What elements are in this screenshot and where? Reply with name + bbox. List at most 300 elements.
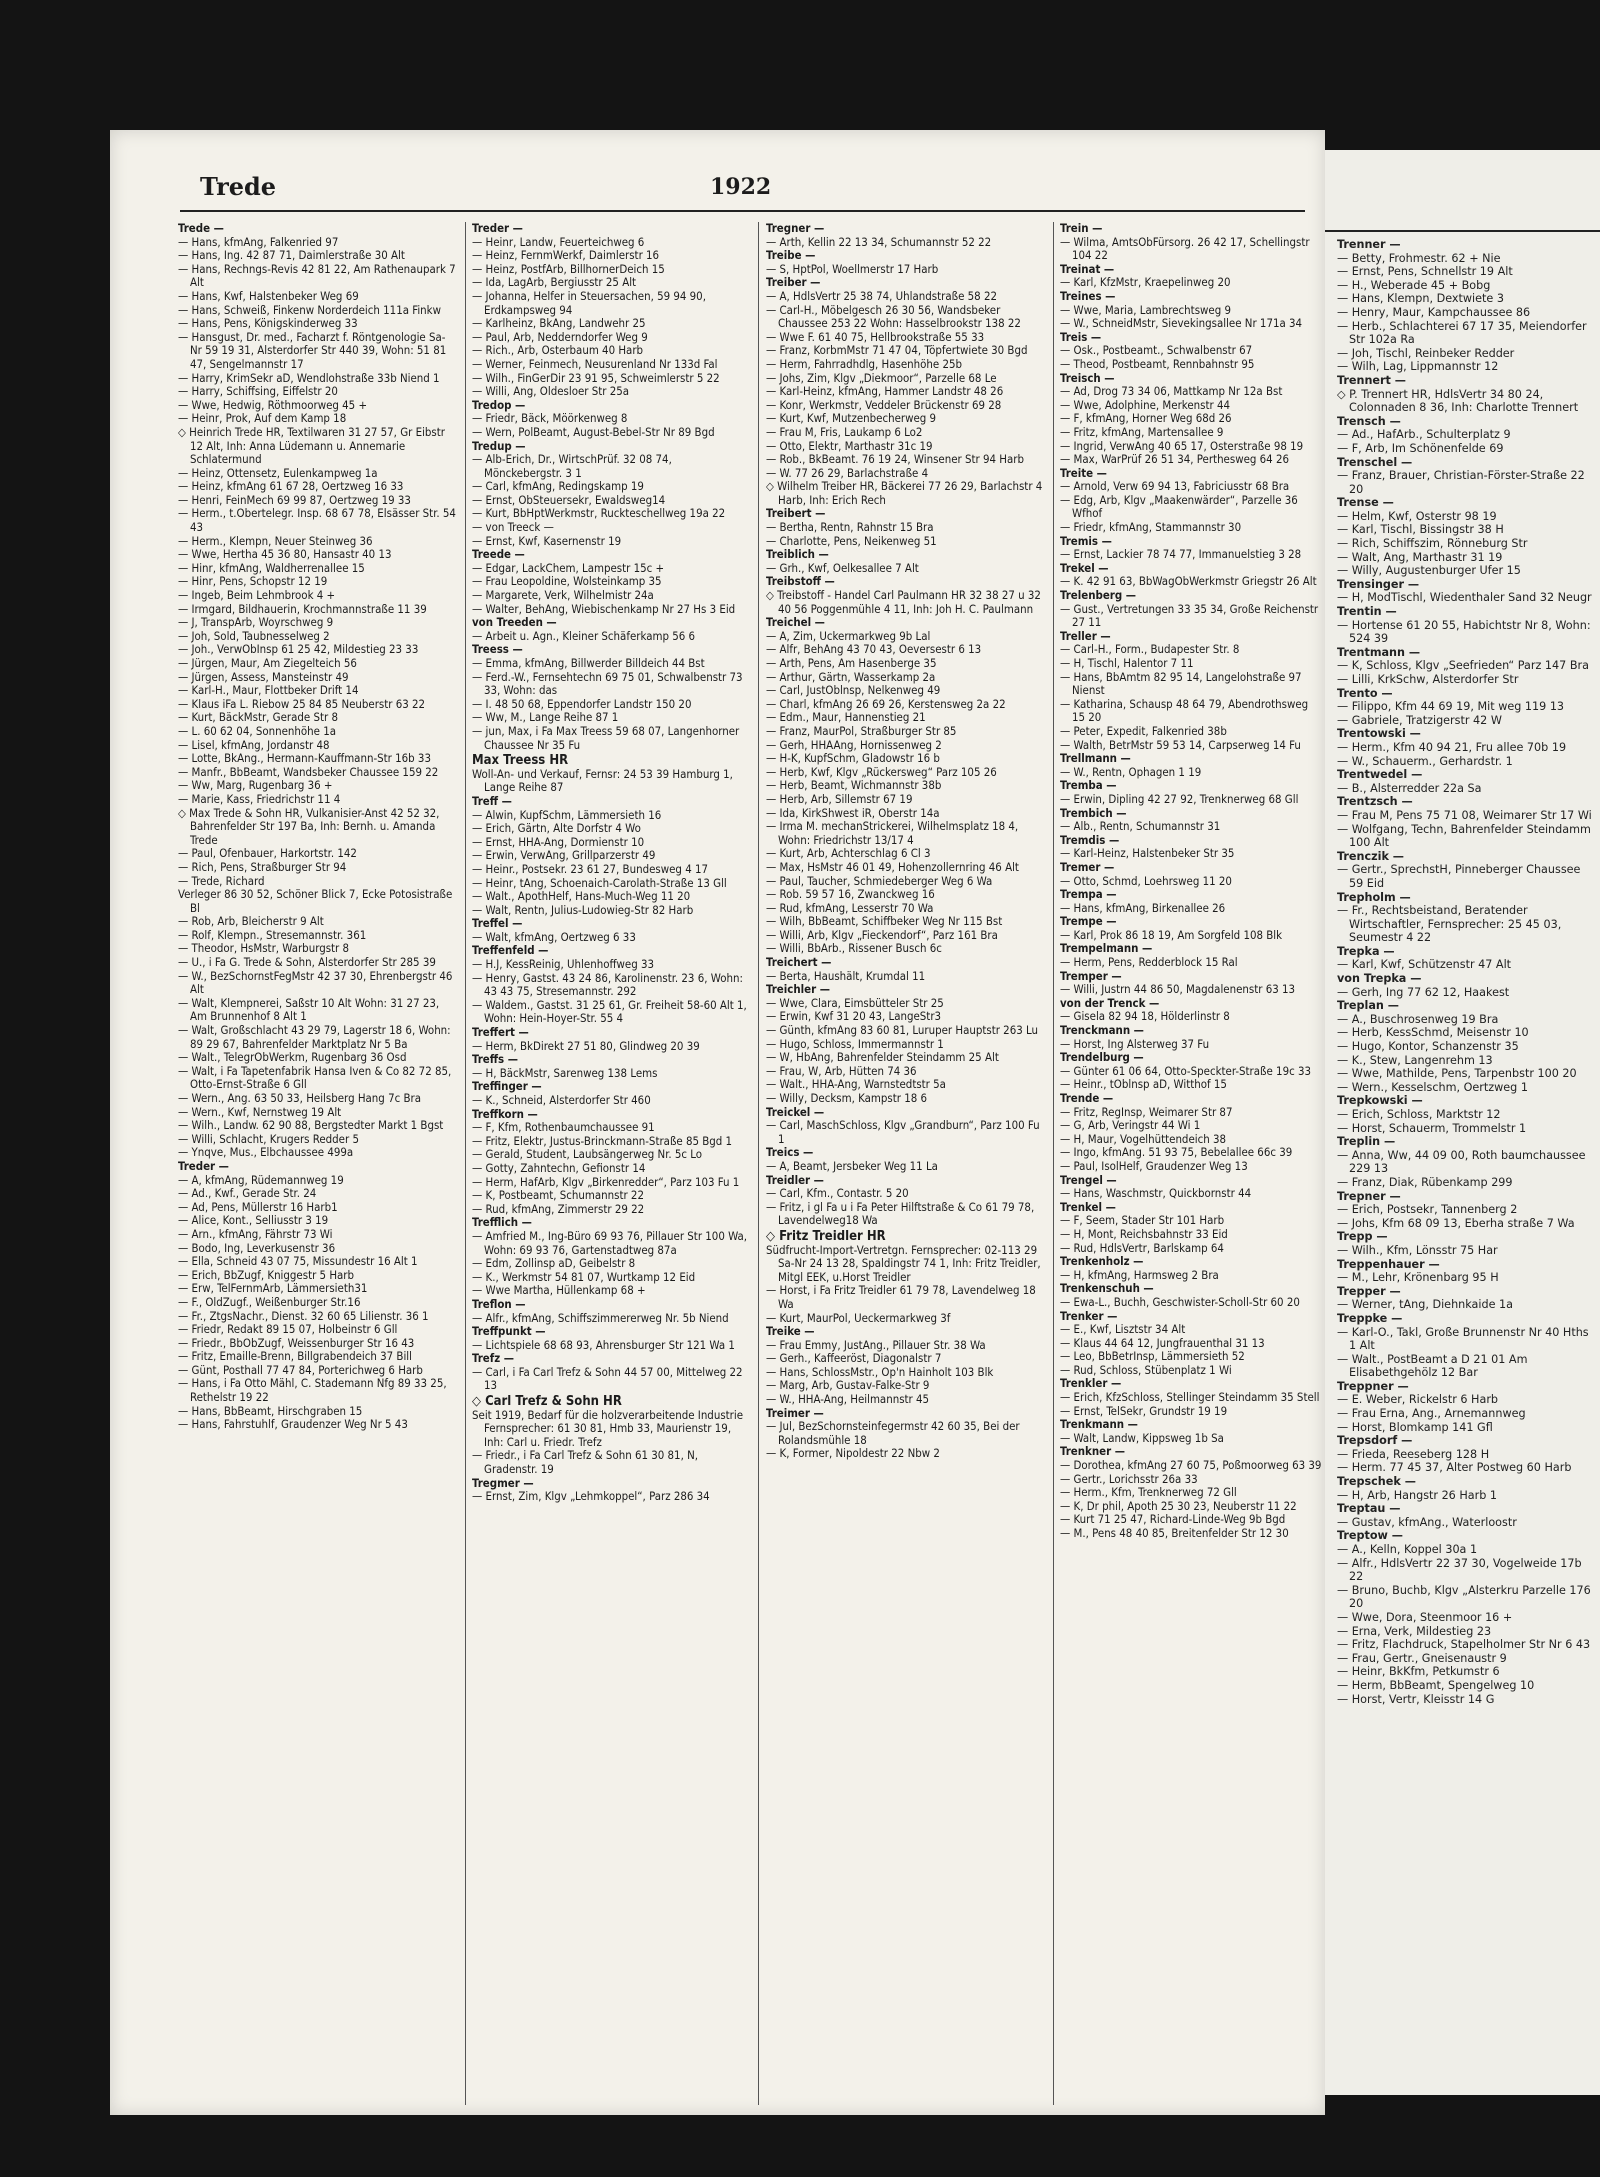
directory-entry: — Paul, Taucher, Schmiedeberger Weg 6 Wa [766,873,993,888]
surname-heading: Treike — [766,1324,815,1339]
directory-entry: — Gertr., SprechstH, Pinneberger Chaussee 59 Eid [1337,863,1581,890]
column-rule [758,222,759,2105]
surname-heading: Treidler — [766,1172,824,1187]
directory-entry: Max Treess HR [472,753,569,769]
directory-entry: — Gustav, kfmAng., Waterloostr [1337,1515,1517,1529]
directory-entry: — Ernst, Pens, Schnellstr 19 Alt [1337,265,1513,279]
directory-columns [178,222,1322,2105]
directory-entry: — Edgar, LackChem, Lampestr 15c + [472,560,665,575]
header-rule [1325,230,1600,232]
directory-entry: — Hans, Schweiß, Finkenw Norderdeich 111a Finkw [178,302,441,317]
directory-entry: Südfrucht-Import-Vertretgn. Fernsprecher: 02-113 29 Sa-Nr 24 13 28, Spaldingstr 74 1, Inh: Fritz Treidler, Mitgl EEK, u.Horst Treidler [766,1242,1041,1284]
surname-heading: Trenker — [1060,1308,1118,1323]
surname-heading: Treibe — [766,248,816,263]
directory-entry: — Helm, Kwf, Osterstr 98 19 [1337,509,1497,523]
directory-entry: — Ida, KirkShwest iR, Oberstr 14a [766,805,940,820]
directory-entry: — Rich, Schiffszim, Rönneburg Str [1337,537,1528,551]
directory-entry: — Ad, Pens, Müllerstr 16 Harb1 [178,1199,338,1214]
surname-heading: Trenczik — [1337,849,1404,863]
surname-heading: Tregmer — [472,1475,534,1490]
directory-entry: — H, Mont, Reichsbahnstr 33 Eid [1060,1226,1228,1241]
directory-entry: — Horst, Vertr, Kleisstr 14 G [1337,1692,1495,1706]
running-head [110,172,1325,206]
directory-entry: — A., Buschrosenweg 19 Bra [1337,1012,1499,1026]
directory-entry: — Theod, Postbeamt, Rennbahnstr 95 [1060,356,1255,371]
directory-entry: — Herm, Fahrradhdlg, Hasenhöhe 25b [766,356,963,371]
directory-entry: — Horst, i Fa Fritz Treidler 61 79 78, Lavendelweg 18 Wa [766,1283,1036,1311]
directory-entry: — von Treeck — [472,520,554,535]
directory-entry: — Alfr., HdlsVertr 22 37 30, Vogelweide 17b 22 [1337,1556,1582,1584]
directory-entry: — Wilh, Lag, Lippmannstr 12 [1337,360,1499,374]
surname-heading: Trempa — [1060,887,1117,902]
surname-heading: Trepner — [1337,1189,1401,1203]
directory-entry: — Erich, Postsekr, Tannenberg 2 [1337,1203,1518,1217]
directory-entry: — Wern., Kwf, Nernstweg 19 Alt [178,1104,342,1119]
directory-entry: — Walt, kfmAng, Oertzweg 6 33 [472,929,636,944]
directory-entry: — Fritz, kfmAng, Martensallee 9 [1060,424,1224,439]
directory-entry: — K., Schneid, Alsterdorfer Str 460 [472,1093,651,1107]
directory-entry: — Ida, LagArb, Bergiusstr 25 Alt [472,275,637,290]
directory-entry: — Willi, Arb, Klgv „Fieckendorf“, Parz 161 Bra [766,927,998,942]
directory-entry: — Friedr., BbObZugf, Weissenburger Str 16 43 [178,1335,415,1350]
directory-entry: — Willi, Justrn 44 86 50, Magdalenenstr 63 13 [1060,982,1296,997]
directory-entry: — Johs, Zim, Klgv „Diekmoor“, Parzelle 68 Le [766,370,997,385]
directory-entry: — Willi, Schlacht, Krugers Redder 5 [178,1131,359,1146]
surname-heading: Trenschel — [1337,455,1413,469]
surname-heading: Treplan — [1337,999,1399,1013]
surname-heading: Trenkenschuh — [1060,1281,1154,1296]
surname-heading: Treics — [766,1145,814,1160]
directory-entry: — Irma M. mechanStrickerei, Wilhelmsplatz 18 4, Wohn: Friedrichstr 13/17 4 [766,819,1019,847]
directory-entry: — Lichtspiele 68 68 93, Ahrensburger Str 121 Wa 1 [472,1337,735,1352]
surname-heading: Trengel — [1060,1172,1117,1187]
directory-entry: — Gerh., Kaffeeröst, Diagonalstr 7 [766,1351,942,1366]
directory-entry: — H-K, KupfSchm, Gladowstr 16 b [766,751,940,766]
directory-entry: — Willy, Decksm, Kampstr 18 6 [766,1091,928,1105]
directory-entry: — Rich., Arb, Osterbaum 40 Harb [472,343,644,358]
surname-heading: Treffpunkt — [472,1324,546,1339]
directory-entry: — Erwin, Dipling 42 27 92, Trenknerweg 68 Gll [1060,791,1299,806]
directory-entry: — Herb., Schlachterei 67 17 35, Meiendorfer Str 102a Ra [1337,319,1587,347]
surname-heading: Trempelmann — [1060,941,1153,956]
directory-entry: — Carl, i Fa Carl Trefz & Sohn 44 57 00, Mittelweg 22 13 [472,1364,743,1393]
directory-entry: — Heinz, PostfArb, BillhornerDeich 15 [472,261,665,276]
directory-entry: ◇ Max Trede & Sohn HR, Vulkanisier-Anst 42 52 32, Bahrenfelder Str 197 Ba, Inh: Bernh. u. Amanda Trede [178,805,440,847]
surname-heading: Trenkmann — [1060,1417,1138,1432]
surname-heading: Treptow — [1337,1529,1403,1543]
directory-entry: — Erich, KfzSchloss, Stellinger Steindamm 35 Stell [1060,1390,1320,1405]
directory-entry: — Herm, BkDirekt 27 51 80, Glindweg 20 39 [472,1038,700,1053]
directory-entry: — Alice, Kont., Selliusstr 3 19 [178,1213,329,1228]
directory-entry: — Walt., TelegrObWerkm, Rugenbarg 36 Osd [178,1050,407,1065]
directory-entry: — Karl-O., Takl, Große Brunnenstr Nr 40 Hths 1 Alt [1337,1325,1589,1353]
next-page-edge [1325,150,1600,2095]
surname-heading: Treess — [472,642,523,657]
directory-entry: — Walt, Ang, Marthastr 31 19 [1337,550,1503,564]
surname-heading: Tregner — [766,222,825,235]
surname-heading: Treffs — [472,1052,518,1067]
directory-entry: ◇ Treibstoff - Handel Carl Paulmann HR 32 38 27 u 32 40 56 Poggenmühle 4 11, Inh: Joh H. C. Paulmann [766,588,1041,616]
directory-entry: — Herm, BbBeamt, Spengelweg 10 [1337,1678,1535,1692]
directory-entry: — Karl, Tischl, Bissingstr 38 H [1337,523,1504,537]
directory-entry: — Ewa-L., Buchh, Geschwister-Scholl-Str 60 20 [1060,1294,1300,1309]
directory-entry: — Frau Erna, Ang., Arnemannweg [1337,1407,1526,1421]
surname-heading: Trefz — [472,1351,514,1366]
directory-entry: — Otto, Schmd, Loehrsweg 11 20 [1060,873,1232,888]
directory-entry: — Rich, Pens, Straßburger Str 94 [178,859,347,874]
directory-entry: — Karl-Heinz, kfmAng, Hammer Landstr 48 26 [766,384,1004,399]
directory-entry: — Franz, KorbmMstr 71 47 04, Töpfertwiete 30 Bgd [766,343,1028,358]
surname-heading: Treppner — [1337,1379,1409,1393]
directory-entry: — Otto, Elektr, Marthastr 31c 19 [766,438,933,453]
directory-entry: Seit 1919, Bedarf für die holzverarbeitende Industrie Fernsprecher: 61 30 81, Hmb 33, Maurienstr 19, Inh: Carl u. Friedr. Trefz [472,1407,744,1449]
directory-entry: — Karl, KfzMstr, Kraepelinweg 20 [1060,275,1231,290]
directory-entry: — Heinr, tAng, Schoenaich-Carolath-Straße 13 Gll [472,875,727,890]
directory-entry: — Franz, Diak, Rübenkamp 299 [1337,1175,1513,1189]
directory-entry: — A, Zim, Uckermarkweg 9b Lal [766,628,931,643]
directory-entry: — Herm., Klempn, Neuer Steinweg 36 [178,533,373,548]
directory-entry: — Wwe, Maria, Lambrechtsweg 9 [1060,302,1231,317]
directory-entry: — Margarete, Verk, Wilhelmistr 24a [472,588,654,603]
directory-entry: — Erw, TelFernmArb, Lämmersieth31 [178,1281,368,1296]
directory-entry: — Herm, HafArb, Klgv „Birkenredder“, Parz 103 Fu 1 [472,1174,740,1189]
directory-entry: — Bodo, Ing, Leverkusenstr 36 [178,1240,336,1255]
surname-heading: Trempe — [1060,914,1117,929]
directory-entry: — Charl, kfmAng 26 69 26, Kerstensweg 2a 22 [766,696,1006,711]
directory-entry: — Carl, kfmAng, Redingskamp 19 [472,479,644,494]
directory-entry: — Arth, Kellin 22 13 34, Schumannstr 52 22 [766,234,992,249]
directory-entry: — Fritz, Elektr, Justus-Brinckmann-Straße 85 Bgd 1 [472,1133,733,1148]
directory-entry: — A, Beamt, Jersbeker Weg 11 La [766,1158,938,1173]
directory-entry: — S, HptPol, Woellmerstr 17 Harb [766,261,939,276]
directory-entry: — Betty, Frohmestr. 62 + Nie [1337,251,1501,265]
directory-entry: — Arthur, Gärtn, Wasserkamp 2a [766,669,936,684]
surname-heading: Tremba — [1060,778,1117,793]
surname-heading: Trepka — [1337,944,1395,958]
directory-entry: — Hans, Kwf, Halstenbeker Weg 69 [178,288,359,303]
directory-entry: — Heinz, Ottensetz, Eulenkampweg 1a [178,465,378,480]
directory-column-3 [766,222,1044,2105]
surname-heading: Trensinger — [1337,577,1420,591]
directory-entry: — Walt, Rentn, Julius-Ludowieg-Str 82 Harb [472,902,694,917]
directory-entry: — Carl, MaschSchloss, Klgv „Grandburn“, Parz 100 Fu 1 [766,1118,1040,1146]
directory-entry: — Henry, Maur, Kampchaussee 86 [1337,305,1531,319]
directory-entry: — Wwe, Clara, Eimsbütteler Str 25 [766,995,944,1010]
directory-entry: — Wwe Martha, Hüllenkamp 68 + [472,1283,646,1298]
directory-entry: — Hans, SchlossMstr., Op'n Hainholt 103 Blk [766,1364,994,1379]
surname-heading: Treiblich — [766,547,829,562]
directory-entry: — Joh, Sold, Taubnesselweg 2 [178,628,330,643]
directory-entry: — Harry, Schiffsing, Eiffelstr 20 [178,384,338,399]
surname-heading: Tremper — [1060,968,1122,983]
directory-entry: — Gerald, Student, Laubsängerweg Nr. 5c Lo [472,1147,703,1162]
directory-entry: — Rud, kfmAng, Zimmerstr 29 22 [472,1201,645,1216]
surname-heading: Trentowski — [1337,727,1421,741]
directory-entry: ◇ P. Trennert HR, HdlsVertr 34 80 24, Colonnaden 8 36, Inh: Charlotte Trennert [1337,387,1579,415]
surname-heading: Trentwedel — [1337,768,1423,782]
surname-heading: Tremer — [1060,859,1115,874]
directory-entry: — Ernst, Kwf, Kasernenstr 19 [472,533,622,548]
directory-entry: — W., Schauerm., Gerhardstr. 1 [1337,754,1513,768]
directory-entry: — E. Weber, Rickelstr 6 Harb [1337,1393,1499,1407]
directory-entry: — Erwin, Kwf 31 20 43, LangeStr3 [766,1009,942,1024]
directory-entry: — Ernst, Lackier 78 74 77, Immanuelstieg 3 28 [1060,547,1302,562]
directory-entry: — Grh., Kwf, Oelkesallee 7 Alt [766,560,919,575]
surname-heading: Treines — [1060,288,1116,303]
directory-entry: — Willi, BbArb., Rissener Busch 6c [766,941,942,956]
surname-heading: Trentmann — [1337,645,1421,659]
directory-entry: — Günt, Posthall 77 47 84, Porterichweg 6 Harb [178,1362,423,1377]
directory-entry: — Erich, BbZugf, Kniggestr 5 Harb [178,1267,355,1282]
directory-entry: — Wwe, Mathilde, Pens, Tarpenbstr 100 20 [1337,1067,1577,1081]
directory-entry: — Ferd.-W., Fernsehtechn 69 75 01, Schwalbenstr 73 33, Wohn: das [472,669,743,698]
surname-heading: Trefflich — [472,1215,532,1230]
surname-heading: Treis — [1060,329,1102,344]
surname-heading: Treder — [472,222,523,235]
surname-heading: Treffinger — [472,1079,542,1094]
directory-entry: — Irmgard, Bildhauerin, Krochmannstraße 11 39 [178,601,427,616]
directory-entry: — Erich, Schloss, Marktstr 12 [1337,1108,1501,1121]
column-rule [465,222,466,2105]
directory-entry: — Erna, Verk, Mildestieg 23 [1337,1624,1492,1638]
directory-entry: — Wilh., FinGerDir 23 91 95, Schweimlerstr 5 22 [472,370,720,385]
directory-entry: — Wern., Ang. 63 50 33, Heilsberg Hang 7c Bra [178,1091,421,1105]
directory-entry: — Wwe, Dora, Steenmoor 16 + [1337,1610,1513,1624]
directory-entry: — W., SchneidMstr, Sievekingsallee Nr 171a 34 [1060,316,1303,331]
directory-entry: — Johanna, Helfer in Steuersachen, 59 94 90, Erdkampsweg 94 [472,288,706,317]
directory-entry: — Wern, PolBeamt, August-Bebel-Str Nr 89 Bgd [472,424,715,439]
surname-heading: Treppenhauer — [1337,1257,1440,1271]
directory-entry: — Hans, Klempn, Dextwiete 3 [1337,292,1504,306]
surname-heading: Trepkowski — [1337,1094,1423,1108]
directory-entry: — Joh, Tischl, Reinbeker Redder [1337,346,1515,360]
directory-entry: — W., HHA-Ang, Heilmannstr 45 [766,1392,930,1407]
directory-entry: — Gabriele, Tratzigerstr 42 W [1337,713,1502,727]
directory-entry: — W. 77 26 29, Barlachstraße 4 [766,465,929,480]
surname-heading: Treede — [472,547,525,562]
directory-entry: — Emma, kfmAng, Billwerder Billdeich 44 Bst [472,656,705,670]
surname-heading: Treinat — [1060,261,1115,276]
directory-entry: — Walt., PostBeamt a D 21 01 Am Elisabethgehölz 12 Bar [1337,1352,1528,1380]
directory-entry: — Ww, M., Lange Reihe 87 1 [472,710,619,725]
directory-entry: — Horst, Schauerm, Trommelstr 1 [1337,1121,1527,1135]
directory-entry: — Heinr, BkKfm, Petkumstr 6 [1337,1665,1500,1679]
directory-entry: — Wwe F. 61 40 75, Hellbrookstraße 55 33 [766,329,985,344]
directory-entry: — H, kfmAng, Harmsweg 2 Bra [1060,1267,1219,1282]
directory-entry: — K, Schloss, Klgv „Seefrieden“ Parz 147 Bra [1337,659,1589,673]
directory-entry: — Lilli, KrkSchw, Alsterdorfer Str [1337,673,1519,686]
directory-entry: — F, kfmAng, Horner Weg 68d 26 [1060,411,1232,426]
directory-entry: — Wwe, Hertha 45 36 80, Hansastr 40 13 [178,547,392,562]
directory-entry: — W., Rentn, Ophagen 1 19 [1060,764,1202,779]
directory-entry: — Frau, W, Arb, Hütten 74 36 [766,1063,917,1078]
directory-entry: — Ernst, Zim, Klgv „Lehmkoppel“, Parz 286 34 [472,1489,710,1504]
directory-entry: — Hans, BbAmtm 82 95 14, Langelohstraße 97 Nienst [1060,669,1302,698]
surname-heading: Trellmann — [1060,751,1131,766]
directory-entry: Woll-An- und Verkauf, Fernsr: 24 53 39 Hamburg 1, Lange Reihe 87 [472,766,733,795]
directory-entry: — Hansgust, Dr. med., Facharzt f. Röntgenologie Sa-Nr 59 19 31, Alsterdorfer Str 440 39, Wohn: 51 81 47, Sengelmannstr 17 [178,329,447,371]
surname-heading: Trepholm — [1337,890,1411,904]
surname-heading: Treptau — [1337,1502,1401,1516]
directory-entry: ◇ Wilhelm Treiber HR, Bäckerei 77 26 29, Barlachstr 4 Harb, Inh: Erich Rech [766,479,1043,507]
surname-heading: Treffert — [472,1025,529,1040]
directory-entry: — Frau Leopoldine, Wolsteinkamp 35 [472,574,662,589]
directory-entry: — Herb, KessSchmd, Meisenstr 10 [1337,1026,1529,1040]
directory-entry: — Karl, Prok 86 18 19, Am Sorgfeld 108 Blk [1060,927,1283,942]
directory-entry: — Kurt, BäckMstr, Gerade Str 8 [178,710,338,725]
directory-entry: — Werner, tAng, Diehnkaide 1a [1337,1298,1514,1312]
directory-entry: — Hans, Pens, Königskinderweg 33 [178,316,358,331]
surname-heading: Trelenberg — [1060,588,1137,603]
directory-entry: — Werner, Feinmech, Neusurenland Nr 133d Fal [472,356,718,371]
surname-heading: Trentzsch — [1337,795,1413,809]
directory-entry: — Alwin, KupfSchm, Lämmersieth 16 [472,807,662,822]
surname-heading: Tredop — [472,397,526,412]
surname-heading: Trennert — [1337,373,1406,387]
directory-entry: — Carl-H., Form., Budapester Str. 8 [1060,642,1240,657]
directory-entry: — Herm., t.Obertelegr. Insp. 68 67 78, Elsässer Str. 54 43 [178,506,456,535]
directory-entry: — H.J, KessReinig, Uhlenhoffweg 33 [472,957,655,972]
surname-heading: Trede — [178,222,224,235]
directory-page [110,130,1325,2115]
directory-entry: — Frau, Gertr., Gneisenaustr 9 [1337,1651,1507,1665]
directory-entry: — Friedr, Bäck, Möörkenweg 8 [472,411,628,426]
directory-entry: — Herb, Kwf, Klgv „Rückersweg“ Parz 105 26 [766,764,997,779]
directory-entry: — Hans, BbBeamt, Hirschgraben 15 [178,1403,363,1418]
directory-entry: — Klaus iFa L. Riebow 25 84 85 Neuberstr 63 22 [178,696,426,711]
directory-entry: — Gerh, HHAAng, Hornissenweg 2 [766,737,942,752]
surname-heading: Trenner — [1337,238,1401,251]
directory-entry: — Willy, Augustenburger Ufer 15 [1337,564,1521,578]
directory-entry: — Paul, Arb, Nedderndorfer Weg 9 [472,329,648,344]
directory-entry: — H, Arb, Hangstr 26 Harb 1 [1337,1488,1498,1502]
directory-entry: — Carl, JustOblnsp, Nelkenweg 49 [766,683,941,698]
directory-entry: — Arbeit u. Agn., Kleiner Schäferkamp 56 6 [472,628,696,643]
directory-entry: — Ynqve, Mus., Elbchaussee 499a [178,1145,354,1160]
directory-entry: — Joh., VerwObInsp 61 25 42, Mildestieg 23 33 [178,642,419,657]
running-head-word: Trede [200,172,277,201]
surname-heading: Treiber — [766,275,821,290]
directory-entry: — H, Maur, Vogelhüttendeich 38 [1060,1131,1227,1146]
directory-entry: — jun, Max, i Fa Max Treess 59 68 07, Langenhorner Chaussee Nr 35 Fu [472,723,740,752]
directory-entry: — Katharina, Schausp 48 64 79, Abendrothsweg 15 20 [1060,696,1309,725]
surname-heading: Treller — [1060,628,1111,643]
directory-entry: — Frau M, Fris, Laukamp 6 Lo2 [766,424,923,439]
surname-heading: Treflon — [472,1296,526,1311]
surname-heading: Trenkel — [1060,1199,1116,1214]
directory-entry: — Fritz, RegInsp, Weimarer Str 87 [1060,1104,1233,1119]
directory-entry: — Edg, Arb, Klgv „Maakenwärder“, Parzelle 36 Wfhof [1060,492,1298,521]
directory-entry: — Amfried M., Ing-Büro 69 93 76, Pillauer Str 100 Wa, Wohn: 69 93 76, Gartenstadtweg 87a [472,1228,748,1257]
surname-heading: Treichel — [766,615,825,630]
directory-entry: — Waldem., Gastst. 31 25 61, Gr. Freiheit 58-60 Alt 1, Wohn: Hein-Hoyer-Str. 55 4 [472,997,747,1026]
directory-entry: — Kurt, Arb, Achterschlag 6 Cl 3 [766,846,931,861]
surname-heading: Treite — [1060,465,1107,480]
directory-entry: — J, TranspArb, Woyrschweg 9 [178,615,334,630]
directory-entry: — Anna, Ww, 44 09 00, Roth baumchaussee 229 13 [1337,1148,1586,1176]
directory-entry: — Lisel, kfmAng, Jordanstr 48 [178,737,330,752]
directory-entry: — Heinr., tOblnsp aD, Witthof 15 [1060,1077,1227,1092]
surname-heading: Trein — [1060,222,1103,235]
surname-heading: Trepschek — [1337,1475,1416,1489]
directory-entry: — K, Dr phil, Apoth 25 30 23, Neuberstr 11 22 [1060,1498,1297,1513]
directory-entry: — Wilh., Kfm, Lönsstr 75 Har [1337,1243,1498,1257]
directory-entry: — K, Postbeamt, Schumannstr 22 [472,1188,644,1203]
directory-column-1 [178,222,456,2105]
directory-entry: — Ad, Drog 73 34 06, Mattkamp Nr 12a Bst [1060,384,1283,399]
directory-entry: — Kurt, Kwf, Mutzenbecherweg 9 [766,411,937,426]
directory-entry: — Peter, Expedit, Falkenried 38b [1060,723,1227,738]
surname-heading: Trensch — [1337,414,1401,428]
directory-entry: — A., Kelln, Koppel 30a 1 [1337,1543,1478,1556]
directory-entry: — Friedr, Redakt 89 15 07, Holbeinstr 6 Gll [178,1322,398,1337]
directory-entry: — Gisela 82 94 18, Hölderlinstr 8 [1060,1009,1230,1024]
directory-entry: — Ernst, ObSteuersekr, Ewaldsweg14 [472,492,666,507]
directory-entry: ◇ Fritz Treidler HR [766,1228,886,1244]
directory-entry: — Marie, Kass, Friedrichstr 11 4 [178,791,341,806]
directory-entry: — Hans, kfmAng, Falkenried 97 [178,234,339,249]
directory-entry: — W., BezSchornstFegMstr 42 37 30, Ehrenbergstr 46 Alt [178,968,453,997]
directory-entry: — Filippo, Kfm 44 69 19, Mit weg 119 13 [1337,700,1565,714]
directory-entry: — Marg, Arb, Gustav-Falke-Str 9 [766,1378,930,1393]
surname-heading: Treder — [178,1158,229,1173]
directory-entry: — Hans, i Fa Otto Mähl, C. Stademann Nfg 89 33 25, Rethelstr 19 22 [178,1376,447,1405]
directory-entry: — Alfr, BehAng 43 70 43, Oeversestr 6 13 [766,642,982,657]
next-page-column [1337,238,1597,1706]
surname-heading: Trepp — [1337,1230,1388,1244]
directory-entry: — Bertha, Rentn, Rahnstr 15 Bra [766,520,934,535]
directory-entry: — Fr., ZtgsNachr., Dienst. 32 60 65 Lilienstr. 36 1 [178,1308,429,1323]
directory-entry: — G, Arb, Veringstr 44 Wi 1 [1060,1118,1201,1133]
surname-heading: Trendelburg — [1060,1050,1144,1065]
surname-heading: Treffenfeld — [472,943,549,958]
directory-entry: — Ad., Kwf., Gerade Str. 24 [178,1186,317,1201]
directory-entry: — Wolfgang, Techn, Bahrenfelder Steindamm 100 Alt [1337,822,1591,850]
directory-entry: — Trede, Richard [178,873,265,888]
directory-entry: — Walter, BehAng, Wiebischenkamp Nr 27 Hs 3 Eid [472,601,736,616]
directory-entry: — Max, HsMstr 46 01 49, Hohenzollernring 46 Alt [766,859,1019,874]
directory-entry: — Bruno, Buchb, Klgv „Alsterkru Parzelle 176 20 [1337,1583,1591,1611]
directory-entry: — Herm. 77 45 37, Alter Postweg 60 Harb [1337,1461,1572,1475]
directory-entry: — Franz, MaurPol, Straßburger Str 85 [766,723,957,738]
directory-entry: — Walth, BetrMstr 59 53 14, Carpserweg 14 Fu [1060,737,1301,752]
directory-entry: — Rob., BkBeamt. 76 19 24, Winsener Str 94 Harb [766,452,1024,467]
surname-heading: Treffel — [472,916,523,931]
directory-entry: — K., Werkmstr 54 81 07, Wurtkamp 12 Eid [472,1269,696,1284]
directory-entry: — Paul, IsolHelf, Graudenzer Weg 13 [1060,1158,1248,1173]
page-number: 1922 [710,174,772,200]
directory-entry: — Wwe, Hedwig, Röthmoorweg 45 + [178,397,368,412]
directory-entry: — F, Seem, Stader Str 101 Harb [1060,1213,1225,1228]
directory-entry: — Fritz, Flachdruck, Stapelholmer Str Nr 6 43 [1337,1638,1591,1652]
directory-entry: — Fritz, Emaille-Brenn, Billgrabendeich 37 Bill [178,1349,412,1364]
directory-entry: — Wwe, Adolphine, Merkenstr 44 [1060,397,1230,412]
directory-entry: — K. 42 91 63, BbWagObWerkmstr Griegstr 26 Alt [1060,574,1317,589]
directory-entry: — Heinz, FernmWerkf, Daimlerstr 16 [472,248,660,263]
surname-heading: Trenkner — [1060,1444,1125,1459]
directory-entry: — Frau Emmy, JustAng., Pillauer Str. 38 Wa [766,1337,986,1352]
directory-entry: — Hugo, Kontor, Schanzenstr 35 [1337,1040,1519,1054]
directory-entry: — Ww, Marg, Rugenbarg 36 + [178,778,333,793]
directory-entry: — Ingeb, Beim Lehmbrook 4 + [178,588,336,603]
directory-entry: — Arnold, Verw 69 94 13, Fabriciusstr 68 Bra [1060,479,1290,494]
surname-heading: Trepsdorf — [1337,1434,1413,1448]
directory-entry: — Paul, Ofenbauer, Harkortstr. 142 [178,846,357,861]
directory-entry: — Rob. 59 57 16, Zwanckweg 16 [766,887,935,902]
directory-entry: — M., Lehr, Krönenbarg 95 H [1337,1271,1499,1285]
directory-entry: — Fr., Rechtsbeistand, Beratender Wirtschaftler, Fernsprecher: 25 45 03, Seumestr 4 22 [1337,904,1562,945]
surname-heading: Trembich — [1060,805,1127,820]
